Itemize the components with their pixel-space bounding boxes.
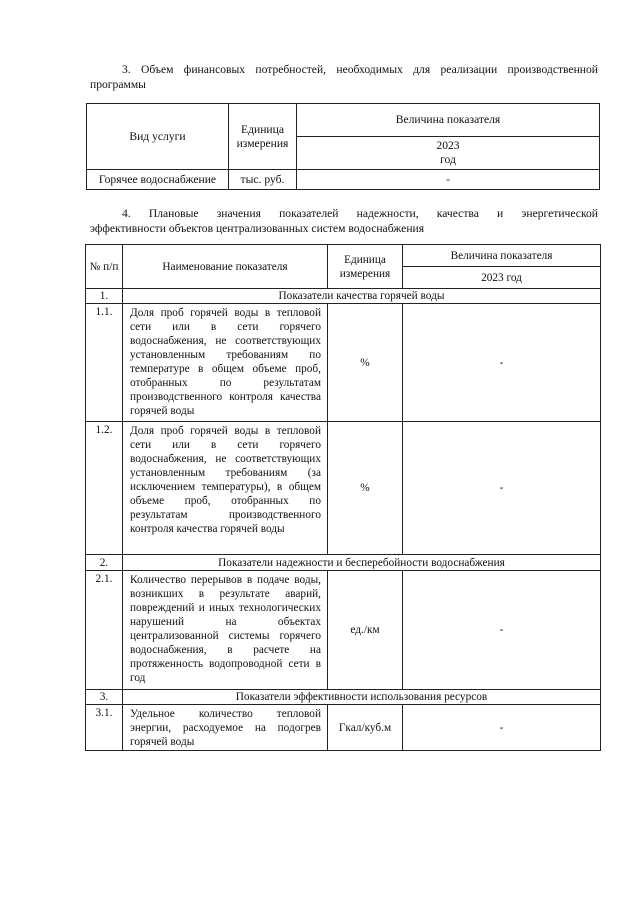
header-year-number: 2023	[436, 139, 460, 152]
section-3-heading-line-1: 3. Объем финансовых потребностей, необходимых для реализации производственной	[122, 63, 598, 76]
table-row	[86, 422, 601, 555]
header-year	[297, 137, 600, 170]
row-name: Доля проб горячей воды в тепловой сети или в сети горячего водоснабжения, не соответствующих установленным требованиям (за исключением температуры), в общем объеме проб, отобранных по результатам производственного контроля качества горячей воды	[123, 422, 328, 555]
row-unit: тыс. руб.	[229, 170, 297, 190]
table-row	[86, 571, 601, 690]
group-num: 1.	[86, 289, 123, 304]
indicators-table	[85, 244, 601, 751]
row-value: -	[403, 422, 601, 555]
section-4-heading-line-1: 4. Плановые значения показателей надежности, качества и энергетической	[122, 207, 598, 220]
row-unit: %	[328, 304, 403, 422]
section-3-heading	[90, 62, 598, 92]
header-name: Наименование показателя	[123, 245, 328, 289]
row-value: -	[403, 705, 601, 751]
group-row	[86, 555, 601, 571]
row-value: -	[403, 571, 601, 690]
group-title: Показатели качества горячей воды	[123, 289, 601, 304]
section-4-heading-line-2: эффективности объектов централизованных систем водоснабжения	[90, 222, 425, 235]
row-name: Доля проб горячей воды в тепловой сети или в сети горячего водоснабжения, не соответствующих установленным требованиям по температуре в общем объеме проб, отобранных по результатам производственного контроля качества горячей воды	[123, 304, 328, 422]
row-num: 1.2.	[86, 422, 123, 555]
header-value: Величина показателя	[297, 104, 600, 137]
row-value: -	[297, 170, 600, 190]
row-value: -	[403, 304, 601, 422]
row-unit: %	[328, 422, 403, 555]
table-row	[86, 304, 601, 422]
header-year: 2023 год	[403, 267, 601, 289]
section-4-heading	[90, 206, 598, 236]
header-value: Величина показателя	[403, 245, 601, 267]
header-unit: Единица измерения	[328, 245, 403, 289]
group-num: 2.	[86, 555, 123, 571]
row-num: 3.1.	[86, 705, 123, 751]
table-row	[87, 170, 600, 190]
row-service: Горячее водоснабжение	[87, 170, 229, 190]
header-year-unit: год	[440, 153, 456, 166]
group-title: Показатели надежности и бесперебойности водоснабжения	[123, 555, 601, 571]
header-num: № п/п	[86, 245, 123, 289]
group-num: 3.	[86, 690, 123, 705]
row-name: Удельное количество тепловой энергии, расходуемое на подогрев горячей воды	[123, 705, 328, 751]
header-service: Вид услуги	[87, 104, 229, 170]
table-row	[86, 705, 601, 751]
group-row	[86, 690, 601, 705]
group-row	[86, 289, 601, 304]
group-title: Показатели эффективности использования ресурсов	[123, 690, 601, 705]
financial-needs-table	[86, 103, 600, 190]
header-unit: Единица измерения	[229, 104, 297, 170]
section-3-heading-line-2: программы	[90, 78, 146, 91]
row-num: 2.1.	[86, 571, 123, 690]
row-name: Количество перерывов в подаче воды, возникших в результате аварий, повреждений и иных технологических нарушений на объектах централизованной системы горячего водоснабжения, в расчете на протяженность водопроводной сети в год	[123, 571, 328, 690]
row-num: 1.1.	[86, 304, 123, 422]
row-unit: Гкал/куб.м	[328, 705, 403, 751]
row-unit: ед./км	[328, 571, 403, 690]
